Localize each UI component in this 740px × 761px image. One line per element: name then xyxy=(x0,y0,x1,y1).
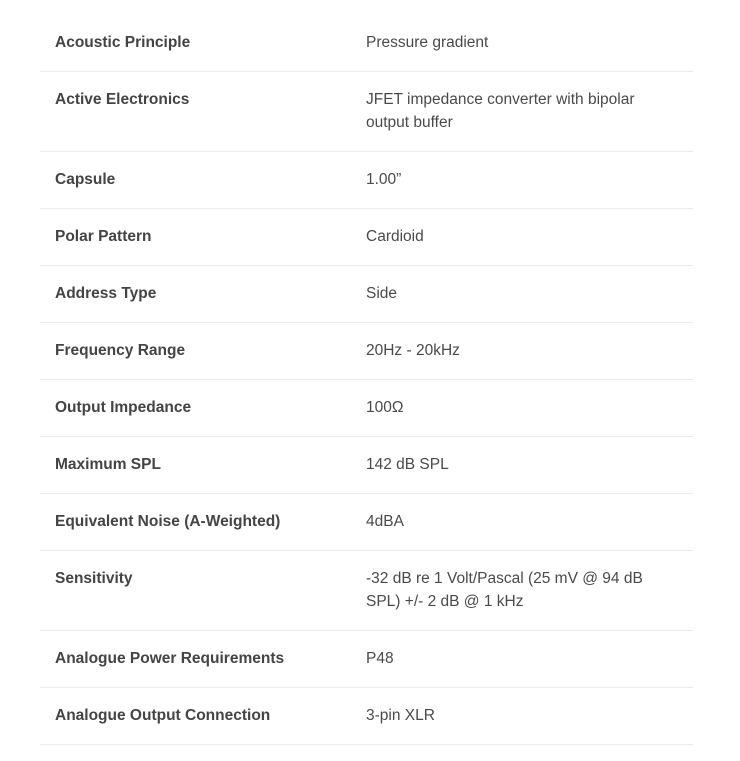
spec-value: 3-pin XLR xyxy=(366,707,435,724)
spec-value: 20Hz - 20kHz xyxy=(366,342,460,359)
spec-row-polar-pattern xyxy=(40,209,693,266)
spec-row-analogue-power-requirements xyxy=(40,631,693,688)
spec-value: -32 dB re 1 Volt/Pascal (25 mV @ 94 dB SPL) +/- 2 dB @ 1 kHz xyxy=(366,570,643,610)
spec-value: P48 xyxy=(366,650,394,667)
spec-label: Active Electronics xyxy=(55,91,190,108)
spec-row-address-type xyxy=(40,266,693,323)
spec-value: 142 dB SPL xyxy=(366,456,449,473)
spec-label: Output Impedance xyxy=(55,399,192,416)
spec-value: Cardioid xyxy=(366,228,424,245)
spec-label: Maximum SPL xyxy=(55,456,161,473)
spec-label: Polar Pattern xyxy=(55,228,152,245)
spec-value: Side xyxy=(366,285,398,302)
spec-row-output-impedance xyxy=(40,380,693,437)
spec-value: 4dBA xyxy=(366,513,404,530)
spec-label: Sensitivity xyxy=(55,570,133,587)
spec-value: 100Ω xyxy=(366,399,404,416)
spec-label: Acoustic Principle xyxy=(55,34,191,51)
spec-row-capsule xyxy=(40,152,693,209)
spec-row-analogue-output-connection xyxy=(40,688,693,745)
spec-value: 1.00” xyxy=(366,171,402,188)
spec-row-active-electronics xyxy=(40,72,693,152)
spec-label: Address Type xyxy=(55,285,157,302)
spec-value: JFET impedance converter with bipolar output buffer xyxy=(366,91,635,131)
spec-row-maximum-spl xyxy=(40,437,693,494)
spec-label: Analogue Power Requirements xyxy=(55,650,285,667)
spec-row-equivalent-noise xyxy=(40,494,693,551)
spec-table xyxy=(40,15,693,745)
spec-label: Equivalent Noise (A-Weighted) xyxy=(55,513,281,530)
spec-label: Frequency Range xyxy=(55,342,186,359)
spec-row-sensitivity xyxy=(40,551,693,631)
spec-row-frequency-range xyxy=(40,323,693,380)
spec-label: Capsule xyxy=(55,171,116,188)
spec-label: Analogue Output Connection xyxy=(55,707,271,724)
spec-value: Pressure gradient xyxy=(366,34,489,51)
spec-row-acoustic-principle xyxy=(40,15,693,72)
